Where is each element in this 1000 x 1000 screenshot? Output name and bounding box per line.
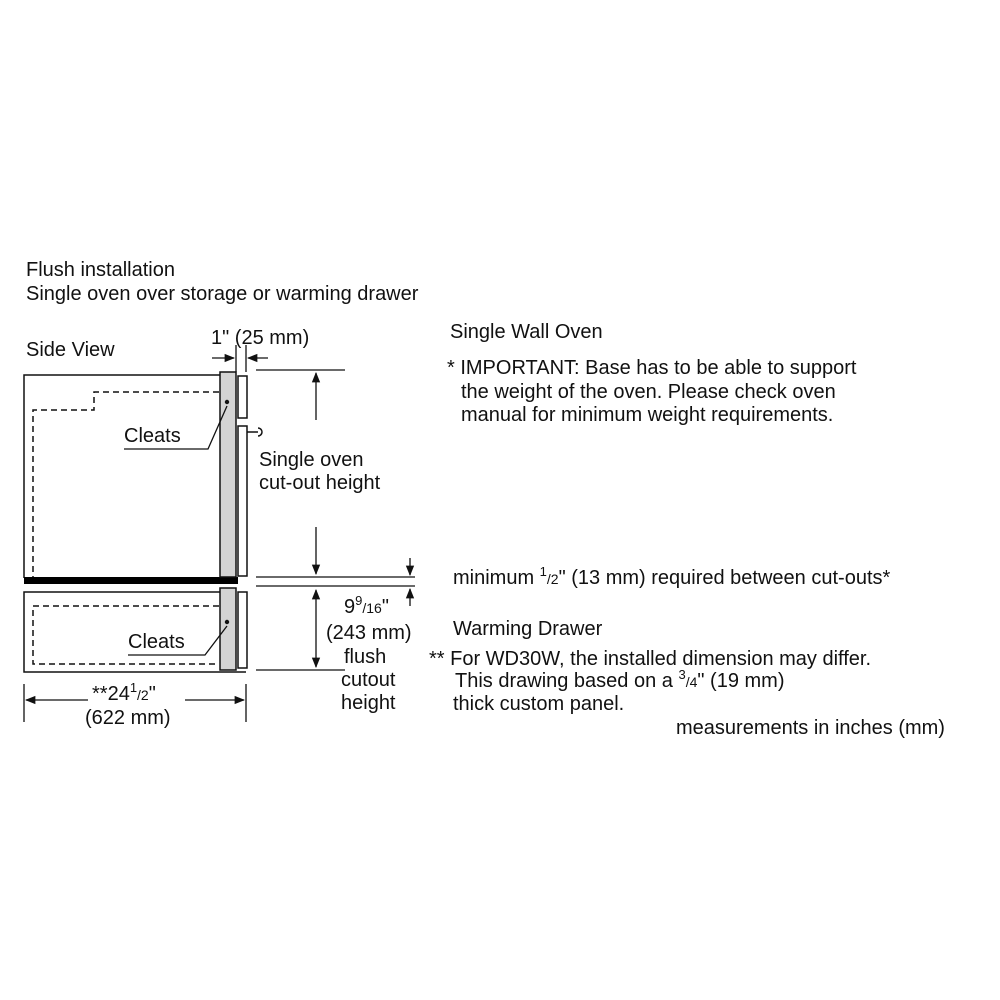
base-shelf bbox=[24, 577, 238, 584]
width-mm: (622 mm) bbox=[85, 707, 171, 729]
drawer-note-line-2-suffix: " (19 mm) bbox=[697, 670, 785, 692]
width-fraction bbox=[92, 680, 156, 707]
drawer-note-numerator: 3 bbox=[678, 667, 686, 682]
cleats-label-upper: Cleats bbox=[124, 425, 181, 447]
drawer-door bbox=[238, 592, 247, 668]
drawer-note-line-3: thick custom panel. bbox=[453, 693, 625, 715]
view-label: Side View bbox=[26, 339, 115, 361]
drawer-height-line-5: height bbox=[341, 692, 396, 714]
oven-handle bbox=[247, 428, 262, 436]
header-line-2: Single oven over storage or warming drawer bbox=[26, 283, 419, 305]
drawer-height-fraction bbox=[344, 593, 389, 620]
oven-outline-dashed bbox=[33, 392, 219, 578]
width-prefix: **24 bbox=[92, 683, 130, 705]
drawer-note-line-2 bbox=[455, 667, 785, 694]
minimum-note-numerator: 1 bbox=[539, 564, 547, 579]
oven-note-line-3: manual for minimum weight requirements. bbox=[461, 404, 834, 426]
drawer-height-whole: 9 bbox=[344, 596, 356, 618]
drawer-note-denominator: /4 bbox=[685, 674, 698, 690]
drawer-front-panel bbox=[220, 588, 236, 670]
cleat-dot-lower bbox=[225, 620, 229, 624]
upper-cabinet bbox=[24, 375, 236, 578]
drawer-section-title: Warming Drawer bbox=[453, 618, 603, 640]
oven-door-top bbox=[238, 376, 247, 418]
cleats-label-lower: Cleats bbox=[128, 631, 185, 653]
cleat-dot-upper bbox=[225, 400, 229, 404]
oven-note-line-2: the weight of the oven. Please check oven bbox=[461, 381, 836, 403]
minimum-note-suffix: " (13 mm) required between cut-outs* bbox=[558, 567, 891, 589]
width-denominator: /2 bbox=[137, 687, 149, 703]
drawer-note-line-1: ** For WD30W, the installed dimension may differ. bbox=[429, 648, 872, 670]
minimum-gap-note bbox=[453, 564, 891, 591]
width-numerator: 1 bbox=[129, 680, 138, 695]
oven-note-line-1: * IMPORTANT: Base has to be able to support bbox=[447, 357, 857, 379]
header-line-1: Flush installation bbox=[26, 259, 175, 281]
drawer-height-line-4: cutout bbox=[341, 669, 396, 691]
width-quote: " bbox=[148, 683, 156, 705]
minimum-note-denominator: /2 bbox=[546, 571, 559, 587]
drawer-note-line-2-prefix: This drawing based on a bbox=[455, 670, 679, 692]
oven-height-label-2: cut-out height bbox=[259, 472, 381, 494]
oven-height-label-1: Single oven bbox=[259, 449, 364, 471]
units-note: measurements in inches (mm) bbox=[676, 717, 945, 739]
drawer-height-quote: " bbox=[381, 596, 389, 618]
oven-door bbox=[238, 426, 247, 576]
oven-section-title: Single Wall Oven bbox=[450, 321, 603, 343]
drawer-height-line-3: flush bbox=[344, 646, 387, 668]
gap-dimension-label: 1" (25 mm) bbox=[211, 327, 310, 349]
drawer-height-denominator: /16 bbox=[362, 600, 382, 616]
drawer-height-numerator: 9 bbox=[355, 593, 363, 608]
drawer-height-mm: (243 mm) bbox=[326, 622, 412, 644]
minimum-note-prefix: minimum bbox=[453, 567, 540, 589]
